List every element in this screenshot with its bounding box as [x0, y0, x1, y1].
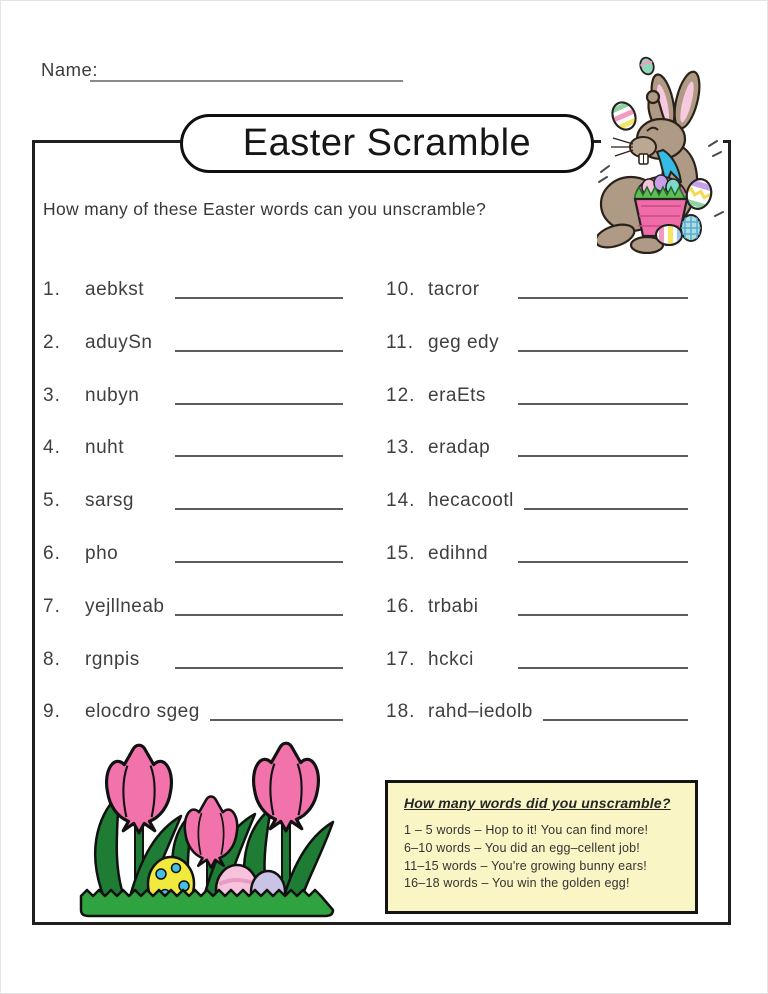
answer-blank[interactable] — [175, 543, 343, 563]
title-banner — [180, 114, 594, 173]
scrambled-word: rahd–iedolb — [428, 701, 533, 723]
word-number: 15. — [386, 542, 416, 564]
word-column-left — [43, 279, 343, 754]
grass-strip — [81, 890, 333, 916]
word-number: 3. — [43, 384, 61, 406]
scrambled-word: trbabi — [428, 595, 479, 617]
word-column-right — [386, 279, 688, 754]
scrambled-word: hckci — [428, 648, 474, 670]
word-row — [43, 437, 343, 490]
word-number: 16. — [386, 595, 416, 617]
name-blank-line[interactable] — [90, 60, 403, 82]
score-box-title: How many words did you unscramble? — [404, 795, 671, 811]
scrambled-word: hecacootl — [428, 490, 514, 512]
word-number: 14. — [386, 490, 416, 512]
score-line: 1 – 5 words – Hop to it! You can find more! — [404, 823, 649, 837]
scrambled-word: nubyn — [85, 384, 140, 406]
scrambled-word: eraEts — [428, 384, 486, 406]
word-list — [43, 279, 688, 754]
page-title: Easter Scramble — [242, 122, 532, 164]
answer-blank[interactable] — [518, 649, 688, 669]
scrambled-word: edihnd — [428, 542, 489, 564]
word-number: 11. — [386, 331, 415, 353]
answer-blank[interactable] — [175, 596, 343, 616]
scrambled-word: yejllneab — [85, 595, 165, 617]
answer-blank[interactable] — [175, 490, 343, 510]
easter-bunny-illustration — [597, 54, 768, 254]
word-number: 10. — [386, 279, 416, 300]
word-number: 18. — [386, 701, 416, 723]
easter-bunny-svg — [597, 54, 768, 254]
word-number: 8. — [43, 648, 61, 670]
score-line: 16–18 words – You win the golden egg! — [404, 876, 630, 891]
scrambled-word: elocdro sgeg — [85, 701, 200, 723]
instructions-text: How many of these Easter words can you unscramble? — [43, 199, 486, 219]
answer-blank[interactable] — [518, 385, 688, 405]
name-label: Name: — [41, 59, 98, 80]
word-row — [43, 279, 343, 332]
scrambled-word: aduySn — [85, 331, 153, 353]
word-row — [43, 649, 343, 702]
word-number: 17. — [386, 648, 416, 670]
bunny-whiskers — [611, 138, 633, 156]
scrambled-word: aebkst — [85, 279, 144, 300]
word-row — [386, 596, 688, 649]
word-row — [386, 385, 688, 438]
scrambled-word: sarsg — [85, 490, 134, 512]
tulips-illustration — [71, 738, 363, 920]
answer-blank[interactable] — [518, 543, 688, 563]
answer-blank[interactable] — [543, 701, 688, 721]
word-row — [386, 701, 688, 754]
word-number: 13. — [386, 437, 416, 459]
word-row — [386, 437, 688, 490]
answer-blank[interactable] — [518, 596, 688, 616]
word-row — [43, 543, 343, 596]
word-row — [43, 332, 343, 385]
scrambled-word: eradap — [428, 437, 491, 459]
word-number: 6. — [43, 542, 61, 564]
answer-blank[interactable] — [175, 385, 343, 405]
scrambled-word: nuht — [85, 437, 124, 459]
scrambled-word: rgnpis — [85, 648, 140, 670]
word-row — [386, 543, 688, 596]
score-box — [385, 780, 698, 914]
word-number: 12. — [386, 384, 416, 406]
scrambled-word: pho — [85, 542, 119, 564]
word-row — [386, 332, 688, 385]
word-row — [386, 279, 688, 332]
answer-blank[interactable] — [518, 332, 688, 352]
scrambled-word: tacror — [428, 279, 480, 300]
word-number: 7. — [43, 595, 61, 617]
score-box-lines — [404, 822, 680, 893]
answer-blank[interactable] — [175, 649, 343, 669]
word-row — [43, 385, 343, 438]
word-number: 1. — [43, 279, 61, 300]
word-row — [386, 490, 688, 543]
score-line: 11–15 words – You're growing bunny ears! — [404, 858, 647, 873]
tulips-svg — [71, 738, 363, 920]
answer-blank[interactable] — [175, 437, 343, 457]
word-number: 5. — [43, 490, 61, 512]
answer-blank[interactable] — [524, 490, 688, 510]
word-row — [43, 490, 343, 543]
word-row — [43, 596, 343, 649]
small-egg-icon — [638, 56, 656, 76]
score-line: 6–10 words – You did an egg–cellent job! — [404, 840, 640, 855]
answer-blank[interactable] — [210, 701, 343, 721]
word-number: 4. — [43, 437, 61, 459]
answer-blank[interactable] — [518, 437, 688, 457]
word-number: 9. — [43, 701, 61, 723]
scrambled-word: geg edy — [428, 331, 500, 353]
juggled-egg-icon — [605, 97, 644, 135]
answer-blank[interactable] — [518, 279, 688, 299]
answer-blank[interactable] — [175, 279, 343, 299]
word-number: 2. — [43, 331, 61, 353]
answer-blank[interactable] — [175, 332, 343, 352]
bunny-fist — [647, 91, 659, 103]
word-row — [386, 649, 688, 702]
